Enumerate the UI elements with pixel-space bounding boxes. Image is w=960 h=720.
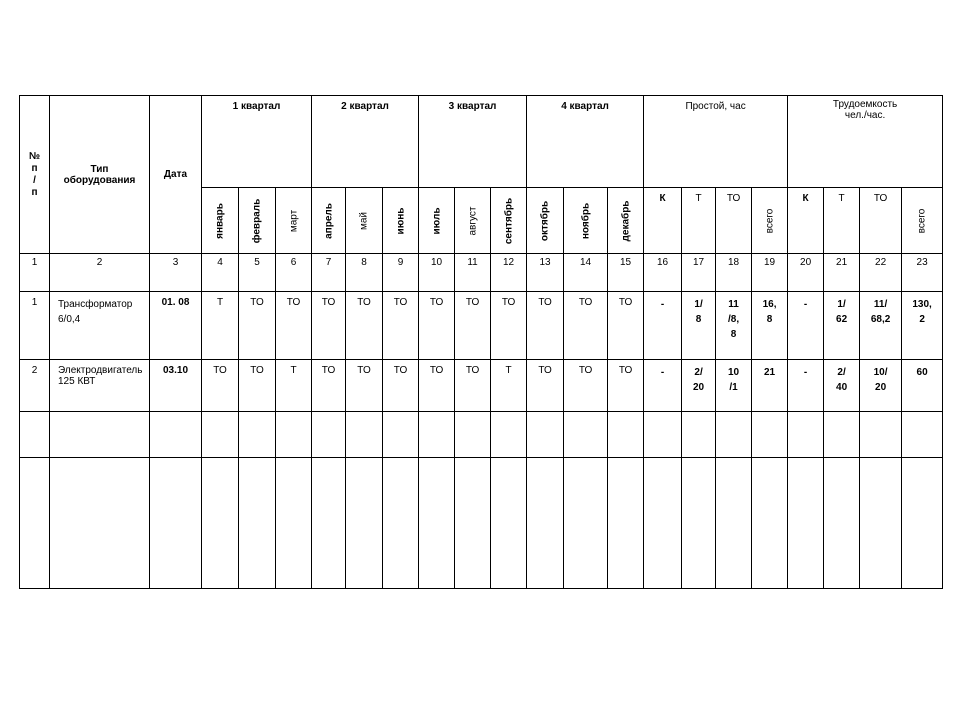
empty-cell	[50, 458, 150, 589]
empty-cell	[455, 412, 491, 458]
month-cell: ТО	[202, 360, 239, 412]
month-may: май	[346, 188, 383, 254]
month-cell: ТО	[491, 292, 527, 360]
col-number: 16	[644, 254, 682, 292]
empty-cell	[455, 458, 491, 589]
month-jun: июнь	[383, 188, 419, 254]
table-row	[20, 360, 943, 412]
row-number: 1	[20, 292, 50, 360]
header-quarter-3: 3 квартал	[419, 96, 527, 188]
empty-cell	[150, 458, 202, 589]
month-cell: ТО	[383, 292, 419, 360]
equipment-type: Трансформатор 6/0,4	[50, 292, 150, 360]
table-row	[20, 292, 943, 360]
empty-cell	[644, 458, 682, 589]
header-quarter-1: 1 квартал	[202, 96, 312, 188]
empty-cell	[902, 458, 943, 589]
empty-cell	[824, 458, 860, 589]
empty-cell	[20, 458, 50, 589]
row-number: 2	[20, 360, 50, 412]
empty-cell	[419, 458, 455, 589]
month-cell: ТО	[608, 292, 644, 360]
col-number: 5	[239, 254, 276, 292]
col-number: 9	[383, 254, 419, 292]
labor-to-cell: 11/ 68,2	[860, 292, 902, 360]
downtime-to: ТО	[716, 188, 752, 254]
labor-to: ТО	[860, 188, 902, 254]
month-cell: ТО	[455, 292, 491, 360]
header-row-groups	[20, 96, 943, 188]
col-number: 12	[491, 254, 527, 292]
empty-cell	[276, 412, 312, 458]
month-cell: ТО	[527, 292, 564, 360]
month-cell: ТО	[419, 360, 455, 412]
labor-k-cell: -	[788, 360, 824, 412]
month-cell: ТО	[455, 360, 491, 412]
col-number: 10	[419, 254, 455, 292]
empty-cell	[682, 412, 716, 458]
header-quarter-2: 2 квартал	[312, 96, 419, 188]
month-aug: август	[455, 188, 491, 254]
col-number: 15	[608, 254, 644, 292]
col-number: 23	[902, 254, 943, 292]
downtime-k-cell: -	[644, 292, 682, 360]
month-cell: Т	[276, 360, 312, 412]
labor-k-cell: -	[788, 292, 824, 360]
downtime-total-cell: 21	[752, 360, 788, 412]
column-numbers-row	[20, 254, 943, 292]
month-dec: декабрь	[608, 188, 644, 254]
labor-k: К	[788, 188, 824, 254]
month-cell: ТО	[346, 292, 383, 360]
empty-cell	[239, 412, 276, 458]
labor-total-cell: 60	[902, 360, 943, 412]
col-number: 4	[202, 254, 239, 292]
empty-cell	[788, 458, 824, 589]
month-feb: февраль	[239, 188, 276, 254]
month-cell: ТО	[239, 292, 276, 360]
month-cell: ТО	[527, 360, 564, 412]
empty-cell	[716, 412, 752, 458]
empty-cell	[860, 458, 902, 589]
empty-cell	[50, 412, 150, 458]
empty-cell	[202, 458, 239, 589]
col-number: 18	[716, 254, 752, 292]
downtime-to-cell: 10 /1	[716, 360, 752, 412]
labor-t-cell: 1/ 62	[824, 292, 860, 360]
empty-cell	[860, 412, 902, 458]
equipment-type: Электродвигатель 125 КВТ	[50, 360, 150, 412]
month-cell: ТО	[346, 360, 383, 412]
empty-cell	[788, 412, 824, 458]
month-cell: Т	[491, 360, 527, 412]
downtime-t-cell: 2/ 20	[682, 360, 716, 412]
labor-t-cell: 2/ 40	[824, 360, 860, 412]
downtime-total-cell: 16, 8	[752, 292, 788, 360]
month-cell: ТО	[564, 292, 608, 360]
header-downtime: Простой, час	[644, 96, 788, 188]
col-number: 6	[276, 254, 312, 292]
month-cell: ТО	[239, 360, 276, 412]
month-cell: ТО	[564, 360, 608, 412]
header-date: Дата	[150, 96, 202, 254]
downtime-t: Т	[682, 188, 716, 254]
empty-cell	[752, 458, 788, 589]
empty-cell	[824, 412, 860, 458]
empty-cell	[902, 412, 943, 458]
empty-cell	[239, 458, 276, 589]
labor-total: всего	[902, 188, 943, 254]
downtime-k-cell: -	[644, 360, 682, 412]
empty-cell	[527, 412, 564, 458]
empty-cell	[527, 458, 564, 589]
empty-cell	[491, 412, 527, 458]
empty-cell	[644, 412, 682, 458]
empty-cell	[608, 458, 644, 589]
empty-cell	[564, 458, 608, 589]
empty-cell	[383, 458, 419, 589]
downtime-total: всего	[752, 188, 788, 254]
empty-cell	[312, 412, 346, 458]
month-sep: сентябрь	[491, 188, 527, 254]
empty-cell	[202, 412, 239, 458]
month-apr: апрель	[312, 188, 346, 254]
empty-cell	[20, 412, 50, 458]
empty-cell	[346, 412, 383, 458]
month-cell: ТО	[276, 292, 312, 360]
downtime-to-cell: 11 /8, 8	[716, 292, 752, 360]
col-number: 8	[346, 254, 383, 292]
header-equipment-type: Тип оборудования	[50, 96, 150, 254]
row-date: 01. 08	[150, 292, 202, 360]
empty-cell	[716, 458, 752, 589]
month-cell: ТО	[312, 360, 346, 412]
col-number: 3	[150, 254, 202, 292]
col-number: 1	[20, 254, 50, 292]
empty-row	[20, 458, 943, 589]
month-cell: ТО	[608, 360, 644, 412]
month-jul: июль	[419, 188, 455, 254]
empty-cell	[419, 412, 455, 458]
month-nov: ноябрь	[564, 188, 608, 254]
downtime-t-cell: 1/ 8	[682, 292, 716, 360]
col-number: 14	[564, 254, 608, 292]
month-cell: Т	[202, 292, 239, 360]
empty-cell	[564, 412, 608, 458]
month-jan: январь	[202, 188, 239, 254]
col-number: 17	[682, 254, 716, 292]
month-oct: октябрь	[527, 188, 564, 254]
downtime-k: К	[644, 188, 682, 254]
col-number: 22	[860, 254, 902, 292]
col-number: 2	[50, 254, 150, 292]
empty-cell	[608, 412, 644, 458]
labor-total-cell: 130, 2	[902, 292, 943, 360]
header-quarter-4: 4 квартал	[527, 96, 644, 188]
col-number: 21	[824, 254, 860, 292]
col-number: 13	[527, 254, 564, 292]
month-cell: ТО	[419, 292, 455, 360]
empty-row	[20, 412, 943, 458]
empty-cell	[383, 412, 419, 458]
empty-cell	[682, 458, 716, 589]
empty-cell	[491, 458, 527, 589]
empty-cell	[312, 458, 346, 589]
row-date: 03.10	[150, 360, 202, 412]
header-labor: Трудоемкость чел./час.	[788, 96, 943, 188]
labor-to-cell: 10/ 20	[860, 360, 902, 412]
col-number: 20	[788, 254, 824, 292]
empty-cell	[276, 458, 312, 589]
month-cell: ТО	[312, 292, 346, 360]
col-number: 7	[312, 254, 346, 292]
header-number: № п / п	[20, 96, 50, 254]
empty-cell	[346, 458, 383, 589]
maintenance-schedule-table	[19, 95, 943, 589]
month-mar: март	[276, 188, 312, 254]
month-cell: ТО	[383, 360, 419, 412]
labor-t: Т	[824, 188, 860, 254]
col-number: 19	[752, 254, 788, 292]
empty-cell	[752, 412, 788, 458]
empty-cell	[150, 412, 202, 458]
col-number: 11	[455, 254, 491, 292]
